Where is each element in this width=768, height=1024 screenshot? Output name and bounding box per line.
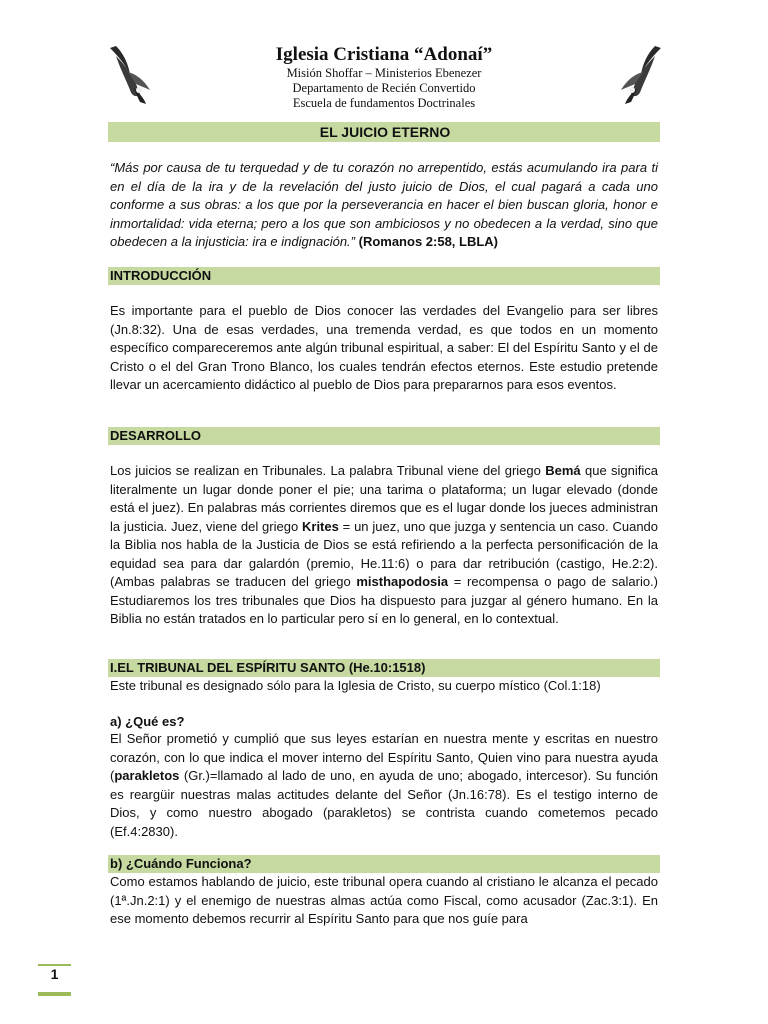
term-krites: Krites [302, 518, 339, 534]
desarrollo-text-4: = recompensa o pago de salario.) Estudiaremos los tres tribunales que Dios ha dispuesto para juzgar al género humano. En la Biblia no están tratados en lo particular pero sí en lo general, en lo contextual. [110, 574, 658, 626]
page-number: 1 [50, 966, 59, 982]
tribunal-intro [110, 677, 658, 696]
term-parakletos: parakletos [114, 768, 180, 783]
section-heading-desarrollo: DESARROLLO [108, 427, 660, 445]
cuando-funciona-text: Como estamos hablando de juicio, este tribunal opera cuando al cristiano le alcanza el pecado (1ª.Jn.2:1) y el enemigo de nuestras almas actúa como Fiscal, como acusador (Zac.3:1). En ese momento debemos recurrir al Espíritu Santo para que nos guíe para [110, 874, 658, 926]
desarrollo-paragraph [110, 462, 658, 629]
page-header [0, 44, 768, 111]
tribunal-intro-text: Este tribunal es designado sólo para la Iglesia de Cristo, su cuerpo místico (Col.1:18) [110, 678, 601, 693]
opening-quote [110, 159, 658, 252]
document-title: EL JUICIO ETERNO [108, 122, 660, 142]
subheading-cuando-funciona: b) ¿Cuándo Funciona? [108, 855, 660, 873]
header-line-1: Misión Shoffar – Ministerios Ebenezer [286, 66, 482, 80]
cuando-funciona-paragraph [110, 873, 658, 929]
desarrollo-text-3: = un juez, uno que juzga y sentencia un caso. Cuando la Biblia nos habla de la Justicia de Dios se está refiriendo a la perfecta personificación de la equidad sea para dar galardón (premio, He.11:6) o para dar retribución (castigo, He.2:2). (Ambas palabras se traducen del griego [110, 518, 659, 589]
section-heading-tribunal: I.EL TRIBUNAL DEL ESPÍRITU SANTO (He.10:1518) [108, 659, 660, 677]
quote-text: “Más por causa de tu terquedad y de tu corazón no arrepentido, estás acumulando ira para ti en el día de la ira y de la revelación del justo juicio de Dios, el cual pagará a cada uno conforme a sus obras: a los que por la perseverancia en hacer el bien buscan gloria, honor e inmortalidad: vida eterna; pero a los que son ambiciosos y no obedecen a la verdad, sino que obedecen a la injusticia: ira e indignación.” [110, 160, 658, 249]
intro-body: Es importante para el pueblo de Dios conocer las verdades del Evangelio para ser libres (Jn.8:32). Una de esas verdades, una tremenda verdad, es que todos en un momento específico compareceremos ante algún tribunal espiritual, a saber: El del Espíritu Santo y el de Cristo o el del Gran Trono Blanco, los cuales tendrán efectos eternos. Este estudio pretende llevar un acercamiento didáctico al pueblo de Dios para prepararnos para esos eventos. [110, 303, 658, 392]
church-name: Iglesia Cristiana “Adonaí” [275, 44, 493, 65]
que-es-text-2: (Gr.)=llamado al lado de uno, en ayuda de uno; abogado, intercesor). Su función es reargüir nuestras malas actitudes delante del Señor (Jn.16:78). Es el testigo interno de Dios, y como nuestro abogado (parakletos) se contrista cuando cometemos pecado (Ef.4:2830). [110, 768, 658, 839]
que-es-text-1: El Señor prometió y cumplió que sus leyes estarían en nuestra mente y escritas en nuestro corazón, con lo que indica el mover interno del Espíritu Santo, Quien vino para nuestra ayuda ( [110, 731, 658, 783]
desarrollo-text-1: Los juicios se realizan en Tribunales. La palabra Tribunal viene del griego [110, 463, 546, 478]
section-heading-introduccion: INTRODUCCIÓN [108, 267, 660, 285]
intro-paragraph [110, 302, 658, 395]
header-line-3: Escuela de fundamentos Doctrinales [292, 96, 476, 110]
term-bema: Bemá [545, 463, 581, 478]
page-number-rule-bottom [38, 992, 71, 996]
header-line-2: Departamento de Recién Convertido [292, 81, 476, 95]
desarrollo-text-2: que significa literalmente un lugar donde poner el pie; una tarima o plataforma; un lugar elevado (donde está el juez). En palabras más corrientes diremos que es el lugar donde los jueces administran la justicia. Juez, viene del griego [110, 463, 658, 534]
term-misthapodosia: misthapodosia [356, 574, 449, 589]
subheading-que-es: a) ¿Qué es? [110, 714, 185, 729]
que-es-paragraph [110, 730, 658, 841]
quote-reference: (Romanos 2:58, LBLA) [358, 234, 499, 249]
